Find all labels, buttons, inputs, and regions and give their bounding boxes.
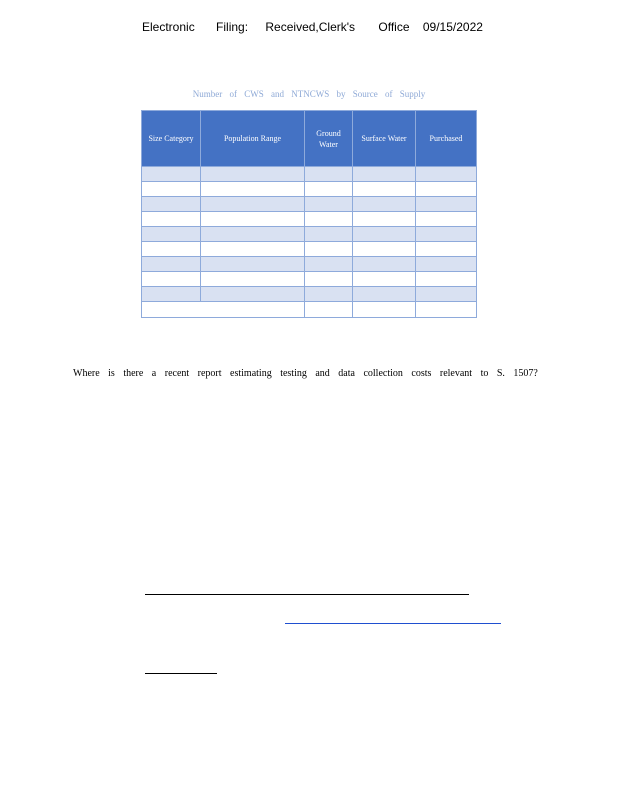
table-cell — [353, 167, 416, 182]
table-cell — [142, 257, 201, 272]
col-ground-water: Ground Water — [305, 111, 353, 167]
table-cell — [305, 227, 353, 242]
filing-header — [142, 20, 483, 34]
header-electronic: Electronic — [142, 20, 195, 34]
table-cell — [142, 227, 201, 242]
table-row — [142, 182, 477, 197]
col-population-range: Population Range — [201, 111, 305, 167]
table-cell — [142, 182, 201, 197]
blank-line-1 — [145, 594, 469, 595]
table-cell — [416, 302, 477, 318]
table-cell — [201, 257, 305, 272]
table-cell — [353, 287, 416, 302]
table-cell — [416, 212, 477, 227]
table-cell — [142, 197, 201, 212]
col-purchased: Purchased — [416, 111, 477, 167]
table-cell — [142, 302, 305, 318]
blank-line-2 — [145, 673, 217, 674]
table-cell — [305, 287, 353, 302]
table-cell — [201, 167, 305, 182]
table-cell — [353, 242, 416, 257]
table-cell — [353, 227, 416, 242]
table-cell — [201, 182, 305, 197]
table-cell — [305, 257, 353, 272]
table-cell — [305, 212, 353, 227]
table-cell — [305, 197, 353, 212]
table-cell — [142, 167, 201, 182]
table-cell — [201, 287, 305, 302]
table-row — [142, 272, 477, 287]
blank-link-line[interactable] — [285, 623, 501, 624]
col-surface-water: Surface Water — [353, 111, 416, 167]
table-cell — [353, 197, 416, 212]
header-received: Received,Clerk's — [265, 20, 356, 34]
header-filing: Filing: — [216, 20, 249, 34]
table-cell — [201, 212, 305, 227]
table-header-row — [142, 111, 477, 167]
table-cell — [201, 272, 305, 287]
table-cell — [305, 272, 353, 287]
table-cell — [142, 272, 201, 287]
supply-table — [141, 110, 477, 318]
table-cell — [305, 242, 353, 257]
supply-table-container — [141, 110, 476, 318]
question-text: Where is there a recent report estimating testing and data collection costs relevant to S. 1507? — [73, 368, 538, 379]
table-row — [142, 197, 477, 212]
table-cell — [416, 257, 477, 272]
table-cell — [416, 197, 477, 212]
table-cell — [353, 182, 416, 197]
table-cell — [416, 227, 477, 242]
table-cell — [305, 167, 353, 182]
table-cell — [353, 272, 416, 287]
table-row — [142, 242, 477, 257]
table-cell — [353, 212, 416, 227]
header-office: Office — [378, 20, 410, 34]
table-cell — [305, 302, 353, 318]
table-cell — [353, 257, 416, 272]
table-cell — [416, 272, 477, 287]
table-row — [142, 287, 477, 302]
table-row — [142, 227, 477, 242]
header-date: 09/15/2022 — [422, 20, 483, 34]
table-cell — [142, 212, 201, 227]
table-cell — [416, 242, 477, 257]
table-cell — [142, 287, 201, 302]
table-row — [142, 257, 477, 272]
col-size-category: Size Category — [142, 111, 201, 167]
table-cell — [416, 167, 477, 182]
table-total-row — [142, 302, 477, 318]
table-cell — [353, 302, 416, 318]
table-row — [142, 167, 477, 182]
table-title: Number of CWS and NTNCWS by Source of Supply — [192, 89, 426, 99]
table-cell — [142, 242, 201, 257]
table-cell — [201, 242, 305, 257]
table-cell — [201, 227, 305, 242]
table-cell — [305, 182, 353, 197]
table-cell — [201, 197, 305, 212]
table-cell — [416, 182, 477, 197]
table-cell — [416, 287, 477, 302]
table-row — [142, 212, 477, 227]
